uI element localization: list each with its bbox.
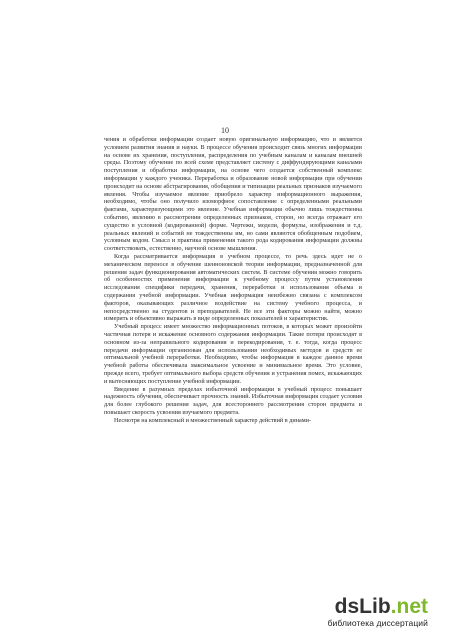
paragraph-1: чения и обработки информации создает новую оригинальную информацию, что и является условием развития знания и науки. В процессе обучения происходит связь многих информации на основе их хранения, поступления, распределения по учебным каналам и каналам внешней среды. Поэтому обучение по всей схеме представляет систему с диффундирующими каналами поступления и обработки информации, на основе чего создается собственный комплекс информации у каждого ученика. Переработка и образование новой информации при обучении происходит на основе абстрагирования, обобщения и типизации реальных признаков изучаемого явления. Чтобы изучаемое явление приобрело характер информационного выражения, необходимо, чтобы оно получило изоморфное сопоставление с определенными реальными фактами, характеризующими это явление. Учебная информация обычно лишь тождественна событию, явлению в рассмотрении определенных признаков, сторон, но всегда отражает его существо в условной (кодированной) форме. Чертежи, модели, формулы, изображения и т.д. реальных явлений и событий не тождественны им, но сами являются обобщенным подобием, условным кодом. Смысл и практика применения такого рода кодирования информации должны соответствовать, естественно, научной основе мышления. [104,136,362,253]
document-body [104,136,362,424]
paragraph-3: Учебный процесс имеет множество информационных потоков, в которых может произойти частичная потеря и искажение основного содержания информации. Такие потери происходят в основном из-за неправильного кодирования и перекодирования, т. е. тогда, когда процесс передачи информации организован для использования необходимых методов и средств ее оптимальной учебной переработки. Необходимо, чтобы информация в каждое данное время учебной работы обеспечивала максимальное усвоение и минимальное время. Это условие, прежде всего, требует оптимального выбора средств обучения и устранения помех, искажающих и вытесняющих поступление учебной информации. [104,323,362,385]
dslib-logo [278,596,428,618]
logo-part-lib: Lib [359,595,391,618]
paragraph-4: Введение в разумных пределах избыточной информации в учебный процесс повышает надежность обучения, обеспечивает прочность знаний. Избыточная информация создает условия для более глубокого решения задач, для всестороннего рассмотрения сторон предмета и повышает скорость усвоения изучаемого предмета. [104,385,362,416]
logo-part-ds: ds [334,595,360,618]
page-number: 10 [221,126,229,135]
logo-part-net: .net [390,595,428,618]
watermark-subtitle: библиотека диссертаций [327,618,428,628]
paragraph-5: Несмотря на комплексный и множественный характер действий в динами- [114,416,312,424]
dslib-watermark[interactable] [278,596,428,628]
paragraph-2: Когда рассматривается информация в учебном процессе, то речь здесь идет не о механическом переносе в обучение шенноновской теории информации, предназначенной для решения задач функционирования автоматических систем. В системе обучения можно говорить об особенностях применения информации к учебному процессу путем установления исследования специфики передачи, хранения, переработки и использования объема и содержания учебной информации. Учебная информация неизбежно связана с комплексом факторов, оказывающих различное воздействие на систему учебного процесса, и непосредственно на студентов и преподавателей. Не все эти факторы можно найти, можно измерить и объективно выражать в виде определенных показателей и характеристик. [104,252,362,323]
